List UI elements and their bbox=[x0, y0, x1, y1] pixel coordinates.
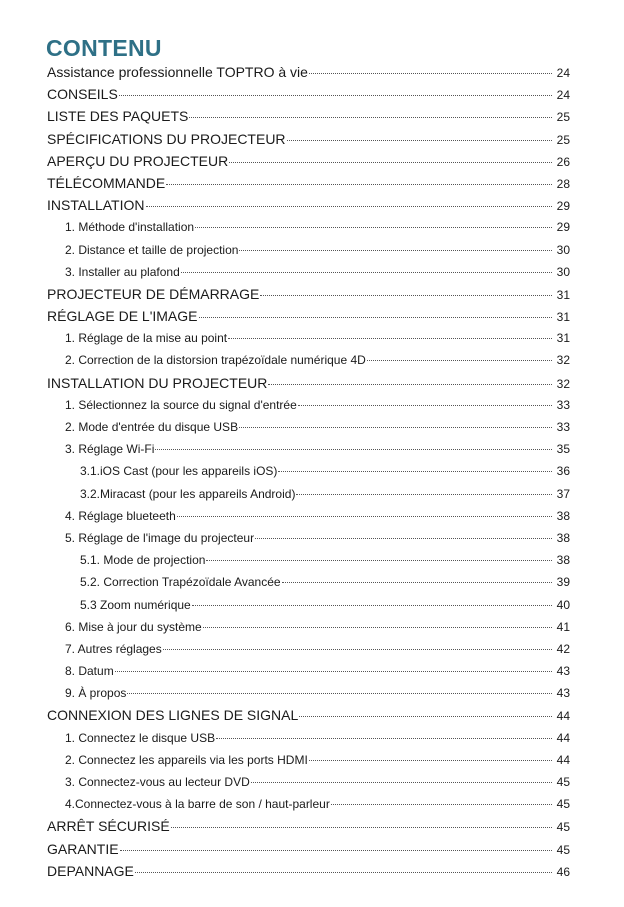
toc-entry-page-number: 43 bbox=[556, 664, 570, 679]
toc-entry bbox=[0, 394, 624, 416]
toc-entry-page-number: 33 bbox=[556, 420, 570, 434]
toc-entry-text: 3. Installer au plafond bbox=[65, 264, 180, 279]
toc-entry bbox=[0, 594, 624, 616]
toc-entry-text: 5.1. Mode de projection bbox=[80, 553, 206, 568]
toc-entry bbox=[0, 771, 624, 793]
toc-entry-text: 1. Méthode d'installation bbox=[65, 220, 195, 235]
toc-entry bbox=[0, 172, 624, 194]
toc-entry-text: 8. Datum bbox=[65, 664, 114, 679]
toc-entry bbox=[0, 261, 624, 283]
toc-entry bbox=[0, 704, 624, 726]
toc-entry-text: 5. Réglage de l'image du projecteur bbox=[65, 530, 255, 545]
toc-entry-text: 9. À propos bbox=[65, 686, 127, 701]
toc-entry bbox=[0, 638, 624, 660]
toc-entry-text: 5.3 Zoom numérique bbox=[80, 597, 191, 612]
toc-entry bbox=[0, 815, 624, 837]
toc-entry-text: Assistance professionnelle TOPTRO à vie bbox=[47, 64, 308, 80]
toc-entry-page-number: 45 bbox=[556, 820, 570, 835]
toc-entry-page-number: 24 bbox=[556, 66, 570, 80]
toc-entry-page-number: 38 bbox=[556, 530, 570, 545]
toc-entry bbox=[0, 83, 624, 105]
toc-dot-leader bbox=[171, 827, 552, 828]
toc-entry bbox=[0, 549, 624, 571]
toc-entry-page-number: 46 bbox=[556, 864, 570, 879]
toc-dot-leader bbox=[278, 471, 552, 472]
toc-dot-leader bbox=[299, 716, 552, 717]
toc-dot-leader bbox=[260, 295, 552, 296]
toc-entry-page-number: 35 bbox=[556, 442, 570, 457]
toc-entry-page-number: 31 bbox=[556, 331, 570, 346]
toc-entry-page-number: 32 bbox=[556, 376, 570, 391]
toc-dot-leader bbox=[181, 272, 552, 273]
toc-entry bbox=[0, 505, 624, 527]
toc-entry-text: CONNEXION DES LIGNES DE SIGNAL bbox=[47, 707, 299, 724]
toc-dot-leader bbox=[166, 184, 552, 185]
toc-entry-text: 2. Correction de la distorsion trapézoïdale numérique 4D bbox=[65, 353, 366, 368]
toc-entry-text: CONSEILS bbox=[47, 86, 118, 103]
toc-entry-text: 7. Autres réglages bbox=[65, 641, 162, 656]
toc-dot-leader bbox=[309, 760, 552, 761]
toc-dot-leader bbox=[239, 427, 552, 428]
toc-dot-leader bbox=[251, 782, 552, 783]
toc-entry-page-number: 30 bbox=[556, 242, 570, 257]
toc-entry-text: PROJECTEUR DE DÉMARRAGE bbox=[47, 285, 260, 302]
toc-entry bbox=[0, 727, 624, 749]
toc-entry-text: SPÉCIFICATIONS DU PROJECTEUR bbox=[47, 130, 286, 147]
toc-entry-text: 3. Connectez-vous au lecteur DVD bbox=[65, 775, 250, 789]
toc-entry bbox=[0, 327, 624, 349]
toc-entry-text: LISTE DES PAQUETS bbox=[47, 108, 189, 125]
toc-entry-text: 2. Mode d'entrée du disque USB bbox=[65, 420, 239, 434]
toc-entry-text: 6. Mise à jour du système bbox=[65, 619, 202, 634]
toc-entry bbox=[0, 660, 624, 682]
toc-dot-leader bbox=[309, 73, 552, 74]
toc-entry bbox=[0, 194, 624, 216]
toc-dot-leader bbox=[216, 738, 552, 739]
toc-entry-text: GARANTIE bbox=[47, 840, 119, 857]
toc-dot-leader bbox=[115, 671, 552, 672]
toc-entry-page-number: 45 bbox=[556, 842, 570, 857]
toc-dot-leader bbox=[296, 494, 552, 495]
toc-entry-page-number: 30 bbox=[556, 264, 570, 279]
toc-entry-page-number: 26 bbox=[556, 154, 570, 169]
toc-entry-page-number: 28 bbox=[556, 176, 570, 191]
toc-dot-leader bbox=[195, 227, 552, 228]
toc-entry-page-number: 37 bbox=[556, 486, 570, 501]
toc-entry-page-number: 44 bbox=[556, 709, 570, 724]
toc-dot-leader bbox=[239, 250, 552, 251]
toc-dot-leader bbox=[119, 95, 552, 96]
toc-dot-leader bbox=[229, 162, 552, 163]
toc-entry-page-number: 33 bbox=[556, 397, 570, 412]
toc-entry bbox=[0, 860, 624, 882]
toc-entry-page-number: 39 bbox=[556, 575, 570, 590]
toc-entry-page-number: 38 bbox=[556, 508, 570, 523]
toc-entry-page-number: 32 bbox=[556, 353, 570, 368]
toc-title: CONTENU bbox=[46, 35, 162, 61]
toc-entry-page-number: 29 bbox=[556, 199, 570, 214]
toc-dot-leader bbox=[206, 560, 552, 561]
toc-entry bbox=[0, 527, 624, 549]
toc-entry bbox=[0, 305, 624, 327]
toc-entry bbox=[0, 372, 624, 394]
toc-dot-leader bbox=[127, 693, 552, 694]
toc-dot-leader bbox=[367, 360, 552, 361]
toc-entry-page-number: 36 bbox=[556, 464, 570, 479]
toc-dot-leader bbox=[135, 872, 552, 873]
toc-entry-text: TÉLÉCOMMANDE bbox=[47, 174, 166, 191]
toc-entry bbox=[0, 571, 624, 593]
toc-entry-text: 3.1.iOS Cast (pour les appareils iOS) bbox=[80, 464, 278, 479]
toc-entry-text: 3. Réglage Wi-Fi bbox=[65, 442, 155, 457]
toc-entry bbox=[0, 61, 624, 83]
toc-dot-leader bbox=[163, 649, 552, 650]
toc-entry bbox=[0, 416, 624, 438]
toc-entry-page-number: 25 bbox=[556, 132, 570, 147]
toc-dot-leader bbox=[120, 850, 552, 851]
toc-entry-text: RÉGLAGE DE L'IMAGE bbox=[47, 308, 198, 325]
toc-dot-leader bbox=[268, 384, 552, 385]
toc-entry-page-number: 31 bbox=[556, 310, 570, 325]
toc-entry-page-number: 45 bbox=[556, 797, 570, 812]
toc-entry-text: 4. Réglage blueteeth bbox=[65, 508, 176, 523]
toc-entry bbox=[0, 150, 624, 172]
toc-entry-text: APERÇU DU PROJECTEUR bbox=[47, 152, 229, 169]
toc-entry-text: INSTALLATION DU PROJECTEUR bbox=[47, 374, 268, 391]
toc-entry-page-number: 42 bbox=[556, 641, 570, 656]
toc-entry-page-number: 43 bbox=[556, 686, 570, 701]
toc-entry-text: 1. Sélectionnez la source du signal d'entrée bbox=[65, 397, 297, 412]
toc-dot-leader bbox=[203, 627, 552, 628]
toc-dot-leader bbox=[192, 605, 552, 606]
toc-entry-page-number: 44 bbox=[556, 752, 570, 767]
toc-entry-text: INSTALLATION bbox=[47, 197, 145, 214]
toc-dot-leader bbox=[255, 538, 552, 539]
toc-entry-text: 1. Réglage de la mise au point bbox=[65, 331, 228, 346]
toc-entry-page-number: 41 bbox=[556, 619, 570, 634]
toc-entry-page-number: 40 bbox=[556, 597, 570, 612]
toc-dot-leader bbox=[199, 317, 553, 318]
toc-entry-text: 2. Distance et taille de projection bbox=[65, 242, 239, 257]
toc-dot-leader bbox=[177, 516, 552, 517]
toc-dot-leader bbox=[282, 582, 552, 583]
toc-dot-leader bbox=[146, 206, 552, 207]
toc-entry bbox=[0, 460, 624, 482]
toc-entry bbox=[0, 483, 624, 505]
toc-entry-page-number: 29 bbox=[556, 220, 570, 235]
toc-entry bbox=[0, 105, 624, 127]
toc-entry-page-number: 38 bbox=[556, 553, 570, 568]
toc-entry bbox=[0, 749, 624, 771]
toc-entry-page-number: 44 bbox=[556, 730, 570, 745]
toc-dot-leader bbox=[155, 449, 552, 450]
toc-entry bbox=[0, 216, 624, 238]
toc-entry-page-number: 31 bbox=[556, 287, 570, 302]
toc-dot-leader bbox=[228, 338, 552, 339]
toc-entry bbox=[0, 283, 624, 305]
toc-entry-text: 2. Connectez les appareils via les ports HDMI bbox=[65, 752, 308, 767]
toc-dot-leader bbox=[189, 117, 552, 118]
toc-dot-leader bbox=[331, 804, 552, 805]
toc-entry-page-number: 24 bbox=[556, 88, 570, 103]
toc-entry-text: 4.Connectez-vous à la barre de son / haut-parleur bbox=[65, 797, 330, 812]
toc-entry-text: 1. Connectez le disque USB bbox=[65, 730, 216, 745]
toc-entry-text: ARRÊT SÉCURISÉ bbox=[47, 818, 170, 835]
toc-dot-leader bbox=[298, 405, 552, 406]
toc-entry bbox=[0, 682, 624, 704]
toc-entry bbox=[0, 239, 624, 261]
toc-dot-leader bbox=[287, 140, 552, 141]
toc-entry-page-number: 45 bbox=[556, 775, 570, 789]
toc-entry bbox=[0, 838, 624, 860]
toc-entry bbox=[0, 793, 624, 815]
toc-entry-text: DEPANNAGE bbox=[47, 862, 134, 879]
toc-entry-page-number: 25 bbox=[556, 110, 570, 125]
toc-entry bbox=[0, 349, 624, 371]
toc-entry-text: 5.2. Correction Trapézoïdale Avancée bbox=[80, 575, 281, 590]
toc-entry-text: 3.2.Miracast (pour les appareils Android) bbox=[80, 486, 296, 501]
table-of-contents bbox=[0, 61, 624, 882]
toc-entry bbox=[0, 438, 624, 460]
toc-entry bbox=[0, 616, 624, 638]
toc-entry bbox=[0, 128, 624, 150]
